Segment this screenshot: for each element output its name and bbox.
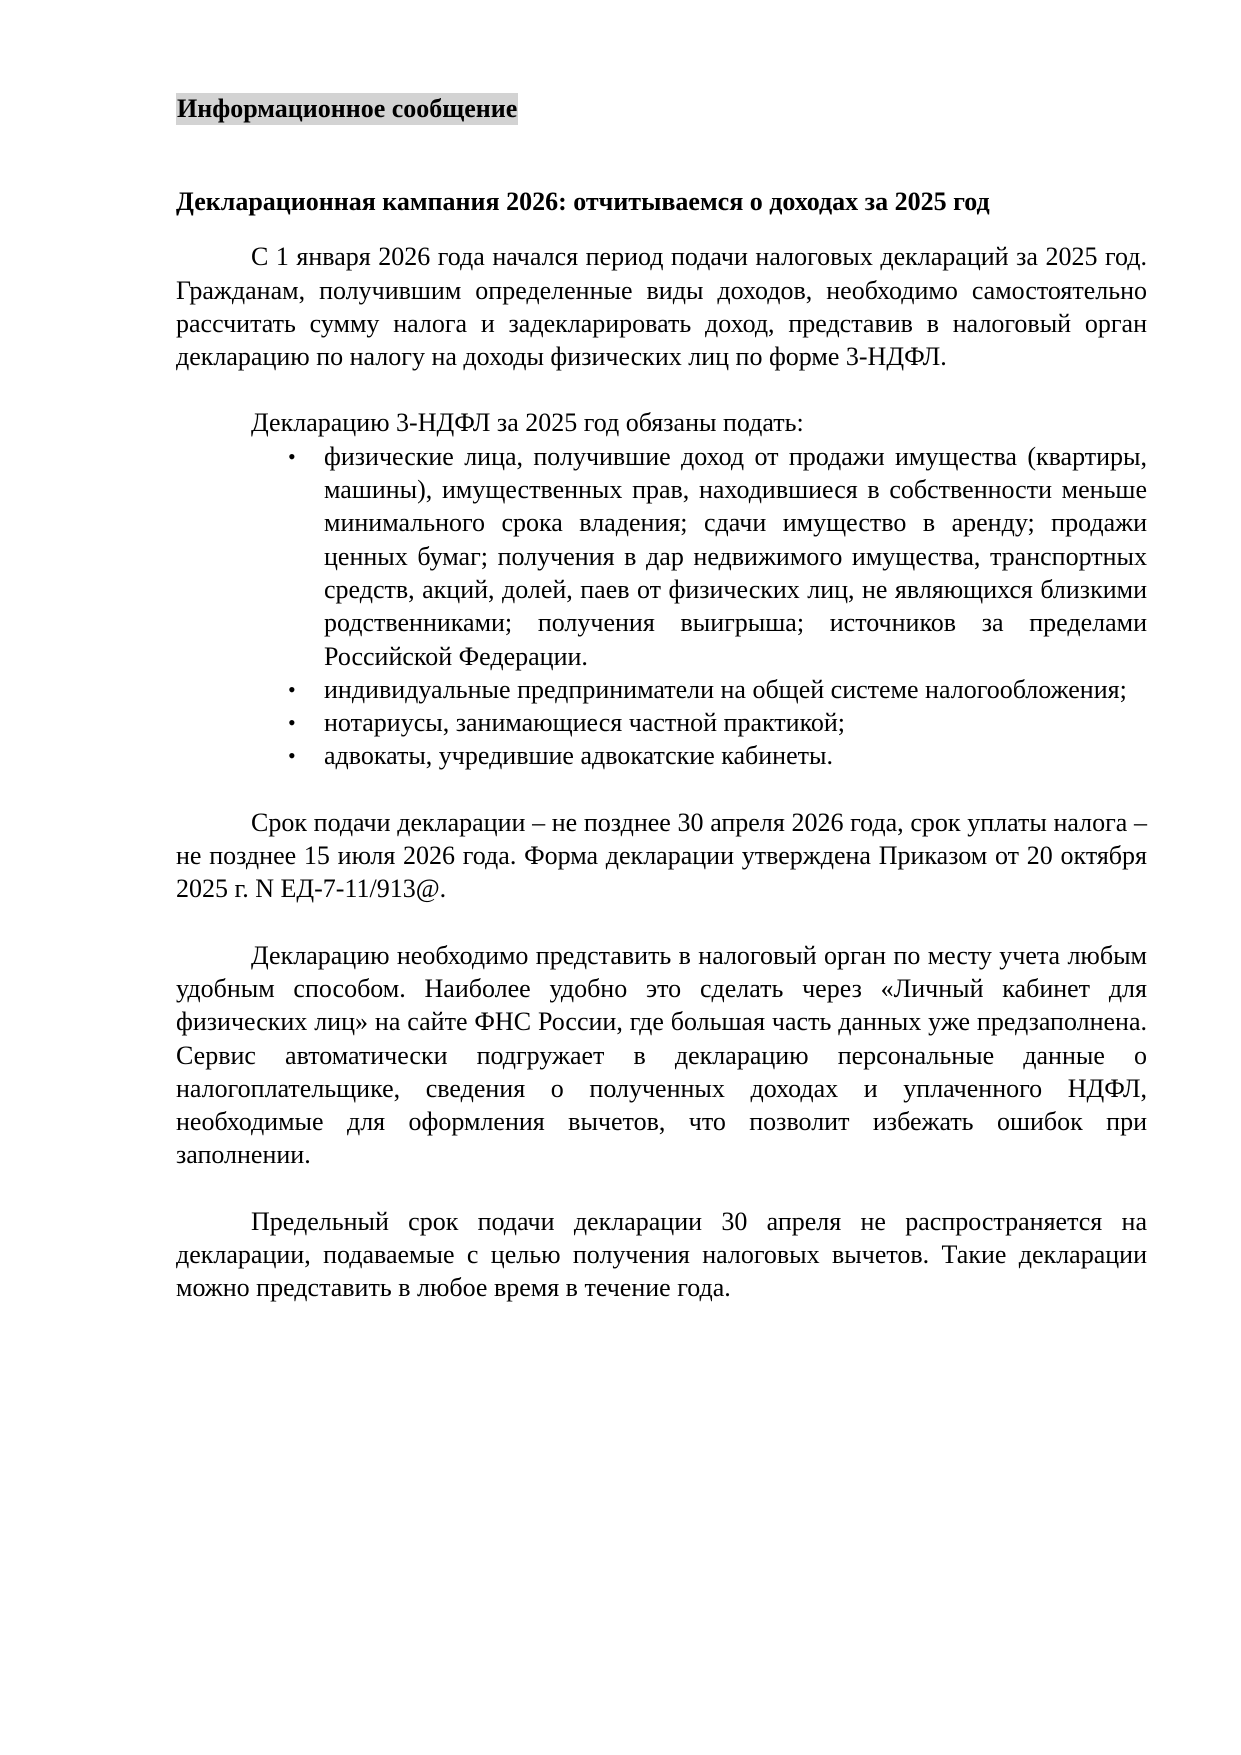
list-intro: Декларацию 3-НДФЛ за 2025 год обязаны подать: xyxy=(251,408,804,438)
list-item-text: индивидуальные предприниматели на общей системе налогообложения; xyxy=(324,674,1127,704)
bullet-icon: • xyxy=(288,743,296,769)
paragraph-campaign-start: С 1 января 2026 года начался период подачи налоговых деклараций за 2025 год. Гражданам, получившим определенные виды доходов, необходимо самостоятельно рассчитать сумму налога и задекларировать доход, представив в налоговый орган декларацию по налогу на доходы физических лиц по форме 3-НДФЛ. xyxy=(176,242,1147,372)
list-item xyxy=(288,673,1147,706)
notice-header xyxy=(176,92,1147,125)
list-item xyxy=(288,440,1147,673)
list-item xyxy=(288,739,1147,772)
paragraph-deductions: Предельный срок подачи декларации 30 апреля не распространяется на декларации, подаваемые с целью получения налоговых вычетов. Такие декларации можно представить в любое время в течение года. xyxy=(176,1206,1147,1303)
obligated-filers-list xyxy=(176,440,1147,773)
list-item-text: физические лица, получившие доход от продажи имущества (квартиры, машины), имущественных прав, находившиеся в собственности меньше минимального срока владения; сдачи имущество в аренду; продажи ценных бумаг; получения в дар недвижимого имущества, транспортных средств, акций, долей, паев от физических лиц, не являющихся близкими родственниками; получения выигрыша; источников за пределами Российской Федерации. xyxy=(324,441,1147,671)
notice-label: Информационное сообщение xyxy=(177,94,518,123)
document-title: Декларационная кампания 2026: отчитываемся о доходах за 2025 год xyxy=(176,187,990,217)
document-page xyxy=(176,92,1147,1305)
list-item-text: адвокаты, учредившие адвокатские кабинеты. xyxy=(324,741,833,771)
bullet-icon: • xyxy=(288,676,296,702)
list-item xyxy=(288,706,1147,739)
paragraph-deadline: Срок подачи декларации – не позднее 30 апреля 2026 года, срок уплаты налога – не позднее 15 июля 2026 года. Форма декларации утверждена Приказом от 20 октября 2025 г. N ЕД-7-11/913@. xyxy=(176,807,1147,904)
bullet-icon: • xyxy=(288,710,296,736)
bullet-icon: • xyxy=(288,443,296,469)
paragraph-submission: Декларацию необходимо представить в налоговый орган по месту учета любым удобным способом. Наиболее удобно это сделать через «Личный кабинет для физических лиц» на сайте ФНС России, где большая часть данных уже предзаполнена. Сервис автоматически подгружает в декларацию персональные данные о налогоплательщике, сведения о полученных доходах и уплаченного НДФЛ, необходимые для оформления вычетов, что позволит избежать ошибок при заполнении. xyxy=(176,940,1147,1170)
list-item-text: нотариусы, занимающиеся частной практикой; xyxy=(324,708,846,738)
